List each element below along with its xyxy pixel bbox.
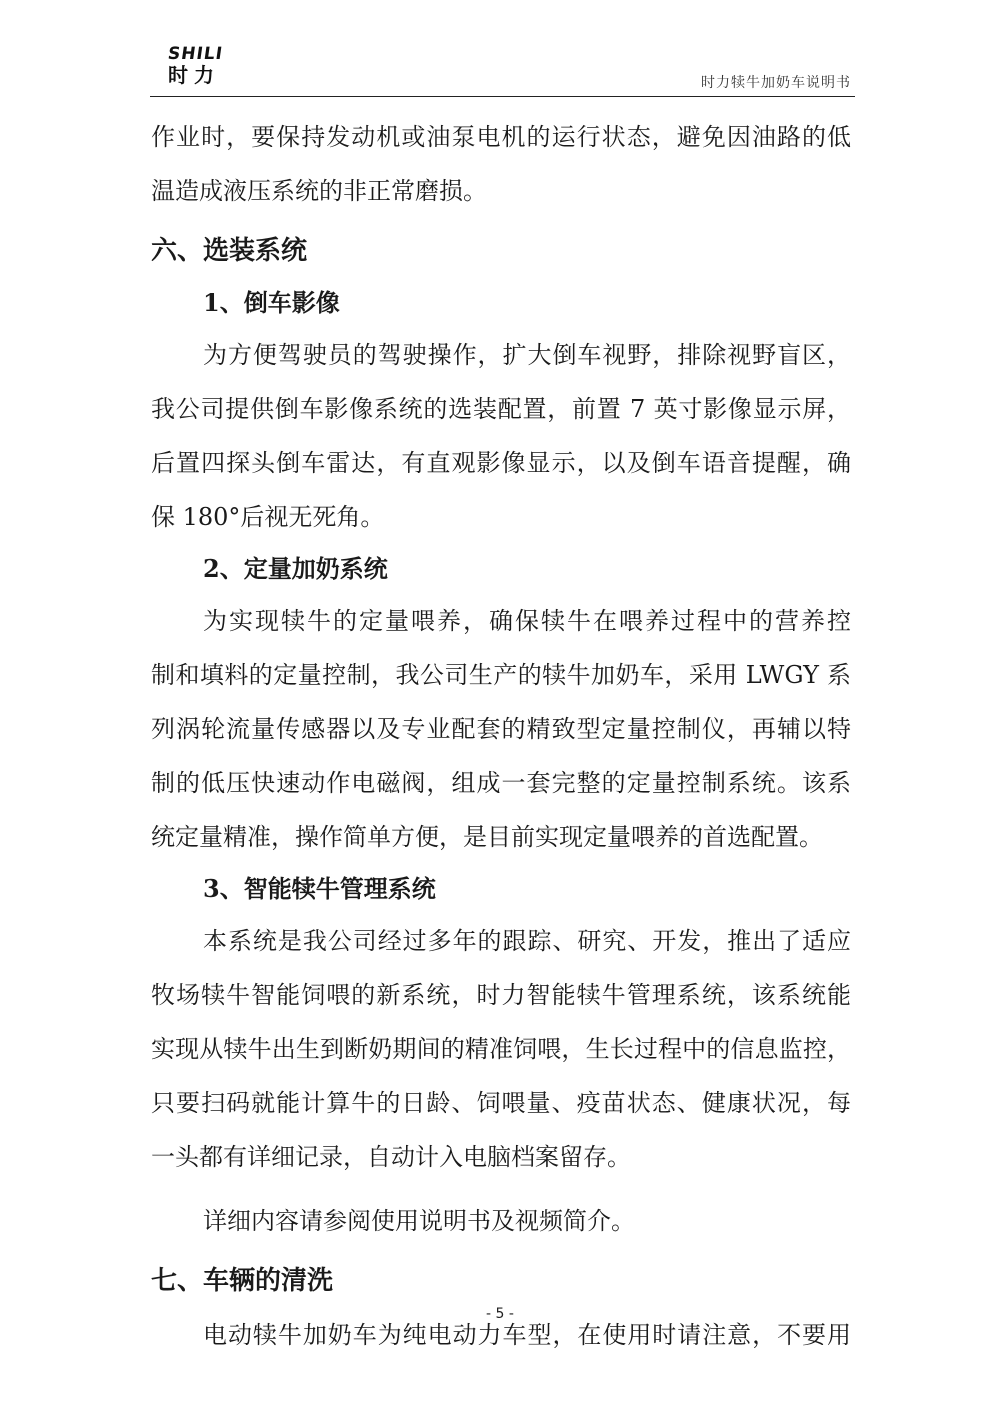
paragraph-reference-note [151, 1194, 851, 1248]
text-line: 本系统是我公司经过多年的跟踪、研究、开发，推出了适应 [203, 927, 851, 955]
text-line: 统定量精准，操作简单方便，是目前实现定量喂养的首选配置。 [151, 823, 823, 851]
section-heading-vehicle-cleaning: 七、车辆的清洗 [151, 1266, 334, 1296]
text-line: 温造成液压系统的非正常磨损。 [151, 177, 487, 205]
text-line: 只要扫码就能计算牛的日龄、饲喂量、疫苗状态、健康状况，每 [151, 1089, 851, 1117]
paragraph-smart-calf-management [151, 914, 851, 1184]
text-line: 详细内容请参阅使用说明书及视频简介。 [203, 1207, 635, 1235]
text-line: 保 180°后视无死角。 [151, 503, 385, 531]
page-number: - 5 - [486, 1306, 514, 1322]
text-line: 为实现犊牛的定量喂养，确保犊牛在喂养过程中的营养控 [203, 607, 851, 635]
document-title: 时力犊牛加奶车说明书 [701, 75, 851, 91]
page-header [150, 44, 855, 97]
logo-chinese-text: 时力 [168, 63, 220, 87]
company-logo [168, 44, 248, 86]
text-line: 我公司提供倒车影像系统的选装配置，前置 7 英寸影像显示屏， [151, 395, 851, 423]
text-line: 列涡轮流量传感器以及专业配套的精致型定量控制仪，再辅以特 [151, 715, 851, 743]
text-line: 制和填料的定量控制，我公司生产的犊牛加奶车，采用 LWGY 系 [151, 661, 851, 689]
paragraph-reversing-camera [151, 328, 851, 544]
intro-paragraph [151, 110, 851, 218]
logo-latin-text: SHILI [166, 44, 225, 64]
text-line: 一头都有详细记录，自动计入电脑档案留存。 [151, 1143, 631, 1171]
text-line: 为方便驾驶员的驾驶操作，扩大倒车视野，排除视野盲区， [203, 341, 851, 369]
paragraph-quantitative-milk-system [151, 594, 851, 864]
subheading-smart-calf-management: 3、智能犊牛管理系统 [203, 874, 436, 903]
section-heading-optional-systems: 六、选装系统 [151, 236, 308, 266]
text-line: 作业时，要保持发动机或油泵电机的运行状态，避免因油路的低 [151, 123, 851, 151]
page-content [151, 110, 851, 1362]
text-line: 牧场犊牛智能饲喂的新系统，时力智能犊牛管理系统，该系统能 [151, 981, 851, 1009]
subheading-quantitative-milk-system: 2、定量加奶系统 [203, 554, 388, 583]
text-line: 实现从犊牛出生到断奶期间的精准饲喂，生长过程中的信息监控， [151, 1035, 851, 1063]
text-line: 电动犊牛加奶车为纯电动力车型，在使用时请注意，不要用 [203, 1321, 851, 1349]
text-line: 后置四探头倒车雷达，有直观影像显示，以及倒车语音提醒，确 [151, 449, 851, 477]
subheading-reversing-camera: 1、倒车影像 [203, 288, 340, 317]
text-line: 制的低压快速动作电磁阀，组成一套完整的定量控制系统。该系 [151, 769, 851, 797]
